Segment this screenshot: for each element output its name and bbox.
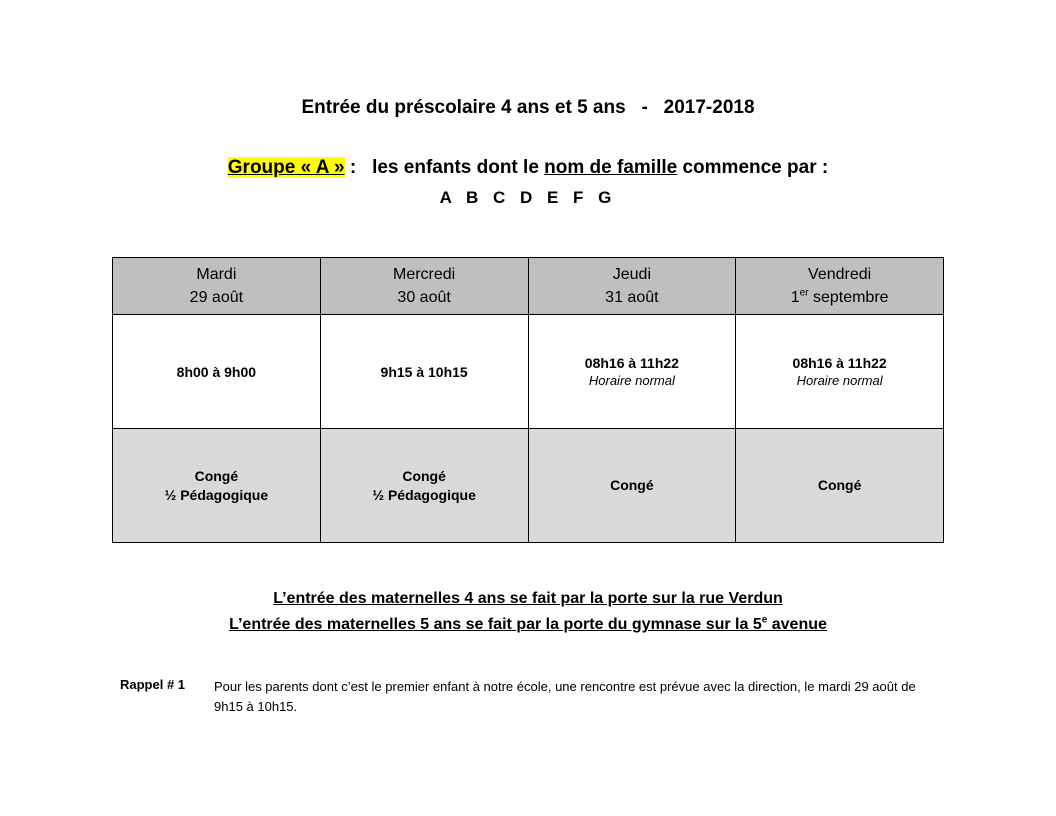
group-letters: A B C D E F G bbox=[439, 188, 617, 207]
rappel-text: Pour les parents dont c’est le premier enfant à notre école, une rencontre est prévue avec la direction, le mardi 29 août de 9h15 à 10h15. bbox=[214, 679, 916, 714]
offs-row bbox=[113, 429, 944, 543]
group-text-before: les enfants dont le bbox=[372, 157, 545, 178]
day-name: Mardi bbox=[196, 266, 237, 283]
day-date: 1 bbox=[790, 289, 800, 306]
day-date: 31 août bbox=[605, 289, 659, 306]
day-date-sup: er bbox=[799, 287, 809, 299]
off-label: Congé bbox=[817, 477, 862, 493]
times-row bbox=[113, 315, 944, 429]
document-title: Entrée du préscolaire 4 ans et 5 ans - 2017-2018 bbox=[301, 97, 755, 118]
group-text-after: commence par : bbox=[677, 157, 829, 178]
time-range: 8h00 à 9h00 bbox=[176, 363, 257, 380]
time-cell bbox=[113, 315, 321, 429]
off-sublabel: ½ Pédagogique bbox=[372, 486, 476, 503]
off-label: Congé bbox=[194, 467, 239, 484]
entry-note-5-ans bbox=[0, 616, 1056, 634]
time-note: Horaire normal bbox=[588, 372, 675, 388]
entry-note-5-ans-text: L’entrée des maternelles 5 ans se fait par la porte du gymnase sur la 5 bbox=[229, 616, 762, 633]
group-text-underlined: nom de famille bbox=[544, 157, 678, 178]
off-cell bbox=[528, 429, 736, 543]
header-row bbox=[113, 258, 944, 315]
header-cell bbox=[320, 258, 528, 315]
day-date-rest: septembre bbox=[808, 289, 889, 306]
time-range: 9h15 à 10h15 bbox=[380, 363, 468, 380]
day-date: 30 août bbox=[397, 289, 451, 306]
group-heading bbox=[0, 157, 1056, 179]
off-cell bbox=[320, 429, 528, 543]
off-label: Congé bbox=[610, 477, 654, 493]
time-cell bbox=[320, 315, 528, 429]
day-name: Vendredi bbox=[808, 266, 872, 283]
day-name: Jeudi bbox=[612, 266, 651, 283]
header-cell bbox=[113, 258, 321, 315]
off-cell bbox=[113, 429, 321, 543]
entry-note-4-ans: L’entrée des maternelles 4 ans se fait par la porte sur la rue Verdun bbox=[273, 590, 783, 607]
day-name: Mercredi bbox=[393, 266, 456, 283]
time-cell bbox=[736, 315, 944, 429]
group-label: Groupe « A » bbox=[227, 157, 345, 178]
rappel-label: Rappel # 1 bbox=[120, 677, 186, 692]
off-cell bbox=[736, 429, 944, 543]
time-note: Horaire normal bbox=[796, 372, 883, 388]
entry-note-5-ans-rest: avenue bbox=[767, 616, 827, 633]
off-label: Congé bbox=[402, 467, 446, 484]
time-range: 08h16 à 11h22 bbox=[584, 354, 679, 371]
off-sublabel: ½ Pédagogique bbox=[164, 486, 269, 503]
header-cell bbox=[528, 258, 736, 315]
time-cell bbox=[528, 315, 736, 429]
day-date: 29 août bbox=[189, 289, 244, 306]
entry-note-5-ans-sup: e bbox=[761, 614, 768, 626]
header-cell bbox=[736, 258, 944, 315]
time-range: 08h16 à 11h22 bbox=[792, 354, 887, 371]
group-colon: : bbox=[344, 157, 373, 178]
schedule-table bbox=[112, 257, 944, 543]
